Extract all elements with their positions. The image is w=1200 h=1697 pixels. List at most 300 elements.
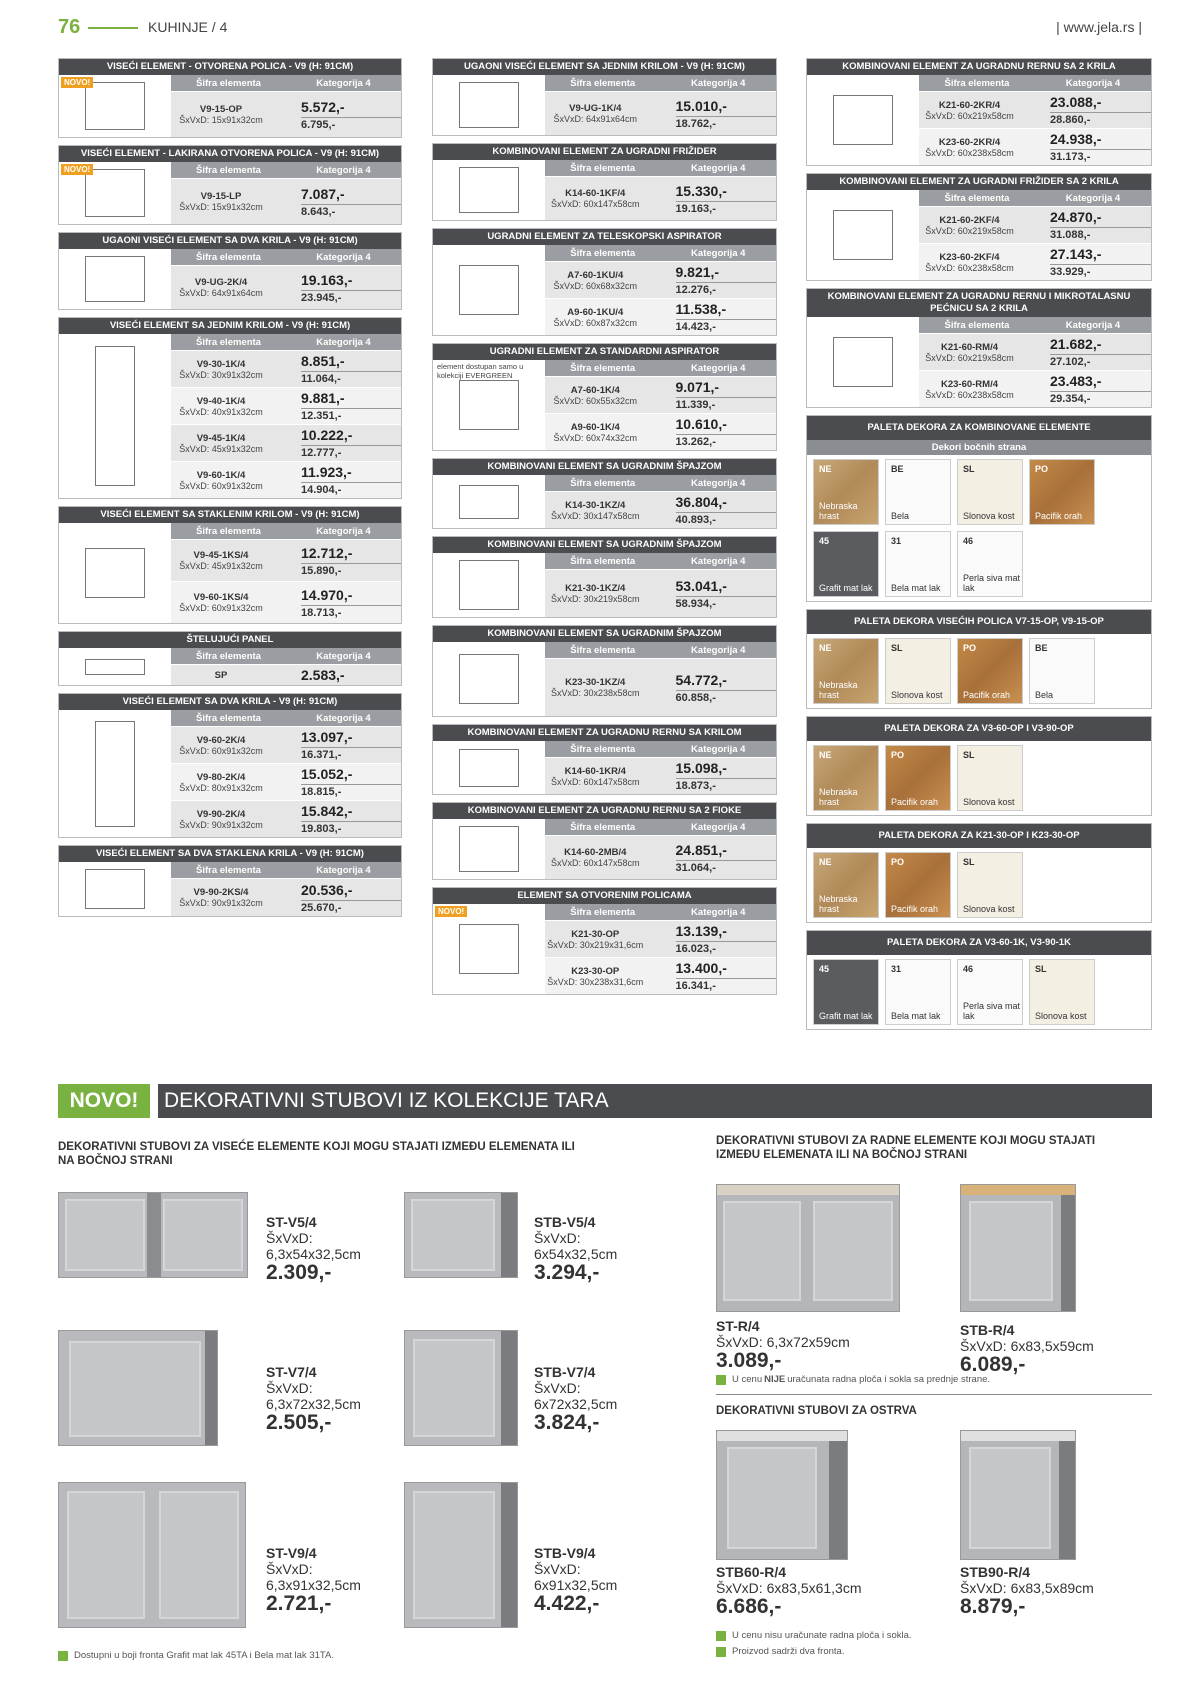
color-note — [58, 1650, 334, 1661]
decor-swatch — [957, 959, 1023, 1025]
price-table — [919, 190, 1151, 280]
element-dimensions: ŠxVxD: 60x147x58cm — [550, 776, 640, 787]
product-image — [433, 642, 545, 716]
price-header: Kategorija 4 — [691, 743, 746, 755]
cabinet-drawing — [85, 169, 145, 217]
post-dim: 6x91x32,5cm — [534, 1577, 618, 1593]
product-title: VISEĆI ELEMENT SA DVA STAKLENA KRILA - V9 (H: 91CM) — [59, 846, 401, 862]
product-block — [58, 145, 402, 225]
product-image — [433, 741, 545, 794]
divider — [716, 1394, 1152, 1395]
cabinet-drawing — [459, 749, 519, 787]
element-dimensions: ŠxVxD: 45x91x32cm — [179, 561, 263, 571]
product-body — [433, 245, 776, 335]
table-row — [171, 581, 401, 623]
price-header: Kategorija 4 — [691, 247, 746, 259]
element-code: A9-60-1KU/4 — [567, 306, 624, 318]
product-image — [59, 249, 171, 309]
price-table — [171, 862, 401, 916]
price-cell — [646, 958, 777, 994]
post-dim: 6,3x72x32,5cm — [266, 1396, 361, 1412]
post-price: 3.294,- — [534, 1261, 600, 1284]
product-image — [433, 819, 545, 879]
post-code: STB-V9/4 — [534, 1545, 596, 1561]
base-posts-heading: DEKORATIVNI STUBOVI ZA RADNE ELEMENTE KOJI MOGU STAJATI IZMEĐU ELEMENATA ILI NA BOČNOJ STRANI — [716, 1135, 1096, 1161]
price-cell — [646, 414, 777, 450]
decor-swatch — [813, 638, 879, 704]
cabinet-drawing — [459, 380, 519, 430]
product-body — [59, 648, 401, 685]
product-body — [433, 360, 776, 450]
price-header: Kategorija 4 — [691, 906, 746, 918]
product-image — [807, 190, 919, 280]
decor-swatch — [885, 745, 951, 811]
post-label-st-v9 — [266, 1545, 361, 1615]
code-header: Šifra elementa — [570, 477, 636, 489]
table-row — [545, 376, 776, 413]
rows — [171, 726, 401, 837]
product-block — [806, 58, 1152, 166]
element-code: K23-60-RM/4 — [940, 378, 999, 390]
code-cell — [171, 462, 271, 498]
product-body — [807, 75, 1151, 165]
swatch-name: Bela mat lak — [891, 583, 941, 593]
price-current: 54.772,- — [675, 671, 727, 688]
product-image — [59, 710, 171, 837]
product-body — [433, 160, 776, 220]
price-old: 16.341,- — [676, 978, 777, 992]
element-code: A7-60-1KU/4 — [567, 269, 624, 281]
price-current: 19.163,- — [301, 271, 353, 288]
element-dimensions: ŠxVxD: 60x219x58cm — [925, 352, 1014, 363]
code-cell — [545, 414, 646, 450]
base-label-stb-r — [960, 1322, 1094, 1376]
price-cell — [646, 177, 777, 220]
swatch-code: NE — [819, 643, 832, 653]
price-table — [545, 75, 776, 135]
swatch-code: SL — [963, 857, 975, 867]
table-header — [919, 190, 1151, 206]
table-row — [171, 800, 401, 837]
palette-title: PALETA DEKORA ZA V3-60-1K, V3-90-1K — [807, 931, 1151, 955]
rows — [545, 176, 776, 220]
price-old: 8.643,- — [301, 204, 401, 218]
base-dim: ŠxVxD: 6x83,5x61,3cm — [716, 1580, 862, 1596]
product-block — [58, 506, 402, 624]
product-body — [59, 862, 401, 916]
code-cell — [171, 92, 271, 137]
product-image — [59, 523, 171, 623]
price-header: Kategorija 4 — [691, 555, 746, 567]
wall-posts-heading: DEKORATIVNI STUBOVI ZA VISEĆE ELEMENTE KOJI MOGU STAJATI IZMEĐU ELEMENATA ILI NA BOČNOJ STRANI — [58, 1141, 575, 1167]
code-cell — [545, 377, 646, 413]
island-note-2 — [716, 1646, 844, 1657]
price-cell — [271, 582, 401, 623]
note-icon — [716, 1631, 726, 1641]
product-title: UGAONI VISEĆI ELEMENT SA JEDNIM KRILOM - V9 (H: 91CM) — [433, 59, 776, 75]
decor-swatch — [885, 638, 951, 704]
novo-badge: NOVO! — [58, 1084, 150, 1118]
element-dimensions: ŠxVxD: 60x238x58cm — [925, 389, 1014, 400]
price-cell — [646, 377, 777, 413]
price-cell — [271, 92, 401, 137]
column-1 — [58, 58, 402, 924]
price-old: 14.423,- — [676, 319, 777, 333]
price-cell — [271, 801, 401, 837]
product-body — [59, 249, 401, 309]
price-cell — [271, 727, 401, 763]
post-dim: 6,3x54x32,5cm — [266, 1246, 361, 1262]
price-old: 28.860,- — [1050, 112, 1151, 126]
product-title: KOMBINOVANI ELEMENT ZA UGRADNI FRIŽIDER SA 2 KRILA — [807, 174, 1151, 190]
price-cell — [1020, 207, 1151, 243]
element-code: K23-30-1KZ/4 — [565, 677, 626, 688]
price-old: 16.023,- — [676, 941, 777, 955]
palette-title: PALETA DEKORA VISEĆIH POLICA V7-15-OP, V9-15-OP — [807, 610, 1151, 634]
banner-title: DEKORATIVNI STUBOVI IZ KOLEKCIJE TARA — [158, 1084, 1152, 1118]
base-price: 3.089,- — [716, 1349, 782, 1372]
price-old: 16.371,- — [301, 747, 401, 761]
code-header: Šifra elementa — [570, 644, 636, 656]
price-table — [171, 162, 401, 224]
product-title: KOMBINOVANI ELEMENT SA UGRADNIM ŠPAJZOM — [433, 626, 776, 642]
post-price: 2.505,- — [266, 1411, 332, 1434]
price-old: 12.777,- — [301, 445, 401, 459]
price-table — [171, 334, 401, 498]
product-title: KOMBINOVANI ELEMENT SA UGRADNIM ŠPAJZOM — [433, 459, 776, 475]
element-code: V9-90-2K/4 — [196, 808, 246, 820]
table-row — [545, 176, 776, 220]
swatch-code: PO — [891, 750, 905, 760]
price-cell — [646, 921, 777, 957]
product-body — [59, 523, 401, 623]
swatch-name: Slonova kost — [963, 511, 1015, 521]
product-image — [59, 334, 171, 498]
table-header — [545, 160, 776, 176]
price-cell — [646, 492, 777, 528]
table-header — [171, 162, 401, 178]
swatch-name: Grafit mat lak — [819, 583, 873, 593]
code-cell — [919, 334, 1020, 370]
price-old: 29.354,- — [1050, 391, 1151, 405]
cabinet-drawing — [459, 82, 519, 128]
product-block — [432, 58, 777, 136]
product-block — [58, 693, 402, 838]
post-price: 2.721,- — [266, 1592, 332, 1615]
price-old: 18.873,- — [676, 778, 777, 792]
code-cell — [545, 177, 646, 220]
palette-block — [806, 716, 1152, 816]
page-number: 76 — [58, 16, 81, 38]
swatch-code: NE — [819, 464, 832, 474]
element-code: K21-30-OP — [571, 928, 620, 940]
price-current: 24.938,- — [1050, 131, 1102, 147]
product-body — [807, 317, 1151, 407]
price-table — [171, 648, 401, 685]
product-title: VISEĆI ELEMENT SA JEDNIM KRILOM - V9 (H: 91CM) — [59, 318, 401, 334]
product-block — [432, 458, 777, 529]
element-dimensions: ŠxVxD: 60x87x32cm — [553, 317, 638, 328]
swatch-name: Pacifik orah — [1035, 511, 1083, 521]
element-dimensions: ŠxVxD: 60x147x58cm — [550, 858, 640, 868]
table-header — [919, 75, 1151, 91]
price-header: Kategorija 4 — [1065, 77, 1121, 89]
cabinet-drawing — [459, 924, 519, 974]
table-row — [545, 298, 776, 335]
table-row — [171, 461, 401, 498]
post-label-stb-v5 — [534, 1214, 617, 1284]
base-code: STB90-R/4 — [960, 1564, 1031, 1580]
price-table — [545, 642, 776, 716]
rows — [171, 664, 401, 685]
product-body — [59, 334, 401, 498]
price-header: Kategorija 4 — [316, 712, 371, 724]
price-table — [545, 245, 776, 335]
decor-swatch — [813, 852, 879, 918]
post-dim: ŠxVxD: — [534, 1561, 581, 1577]
code-cell — [171, 179, 271, 224]
novo-tag: NOVO! — [61, 164, 93, 175]
element-code: V9-UG-1K/4 — [569, 103, 622, 114]
code-cell — [545, 570, 646, 617]
cabinet-drawing — [95, 346, 135, 486]
base-dim: ŠxVxD: 6x83,5x59cm — [960, 1338, 1094, 1354]
rows — [171, 350, 401, 498]
product-title: KOMBINOVANI ELEMENT ZA UGRADNU RERNU I MIKROTALASNU PEĆNICU SA 2 KRILA — [807, 289, 1151, 317]
price-old: 19.803,- — [301, 821, 401, 835]
column-3 — [806, 58, 1152, 1037]
price-old: 31.173,- — [1050, 149, 1151, 163]
table-row — [171, 763, 401, 800]
element-dimensions: ŠxVxD: 60x219x58cm — [925, 110, 1014, 121]
swatch-code: 45 — [819, 964, 830, 974]
base-code: STB60-R/4 — [716, 1564, 787, 1580]
product-block — [432, 724, 777, 795]
price-header: Kategorija 4 — [691, 362, 746, 374]
price-current: 7.087,- — [301, 185, 345, 202]
table-header — [171, 862, 401, 878]
table-row — [545, 491, 776, 528]
element-dimensions: ŠxVxD: 60x147x58cm — [550, 199, 640, 209]
element-dimensions: ŠxVxD: 15x91x32cm — [179, 202, 263, 212]
post-code: ST-V7/4 — [266, 1364, 317, 1380]
element-dimensions: ŠxVxD: 60x74x32cm — [553, 432, 638, 443]
product-body — [433, 642, 776, 716]
table-header — [545, 819, 776, 835]
swatch-name: Slonova kost — [963, 904, 1015, 914]
element-code: V9-80-2K/4 — [196, 771, 246, 783]
element-code: V9-15-LP — [200, 191, 242, 202]
product-title: VISEĆI ELEMENT - OTVORENA POLICA - V9 (H: 91CM) — [59, 59, 401, 75]
product-image — [59, 648, 171, 685]
island-posts-heading: DEKORATIVNI STUBOVI ZA OSTRVA — [716, 1405, 917, 1417]
price-cell — [646, 758, 777, 794]
price-cell — [646, 836, 777, 879]
code-header: Šifra elementa — [196, 525, 261, 537]
price-table — [545, 475, 776, 528]
product-body — [433, 553, 776, 617]
rows — [171, 539, 401, 623]
post-label-st-v7 — [266, 1364, 361, 1434]
price-current: 5.572,- — [301, 98, 345, 115]
price-current: 27.143,- — [1050, 246, 1102, 262]
page-header — [58, 16, 1142, 40]
price-table — [919, 75, 1151, 165]
product-block — [806, 173, 1152, 281]
table-header — [545, 475, 776, 491]
table-row — [171, 178, 401, 224]
post-image-stb-v9 — [404, 1482, 518, 1628]
palette-title: PALETA DEKORA ZA KOMBINOVANE ELEMENTE — [807, 416, 1151, 440]
product-block — [432, 228, 777, 336]
price-current: 11.538,- — [675, 301, 727, 317]
note-text: U cenu nisu uračunate radna ploča i sokla. — [732, 1630, 912, 1641]
decor-swatch — [813, 959, 879, 1025]
swatch-name: Pacifik orah — [963, 690, 1011, 700]
base-image-stb-r — [960, 1184, 1076, 1312]
code-cell — [919, 244, 1020, 280]
swatch-name: Bela — [1035, 690, 1054, 700]
price-table — [171, 249, 401, 309]
decor-swatch — [957, 745, 1023, 811]
product-block — [58, 58, 402, 138]
cabinet-drawing — [459, 167, 519, 213]
product-block — [432, 143, 777, 221]
code-cell — [171, 665, 271, 685]
price-table — [545, 553, 776, 617]
swatch-code: NE — [819, 750, 832, 760]
element-dimensions: ŠxVxD: 64x91x64cm — [553, 114, 638, 124]
base-code: ST-R/4 — [716, 1318, 760, 1334]
element-code: V9-40-1K/4 — [196, 395, 246, 407]
element-dimensions: ŠxVxD: 60x55x32cm — [553, 395, 638, 406]
product-image — [433, 475, 545, 528]
element-code: A7-60-1K/4 — [570, 384, 620, 396]
code-cell — [545, 921, 646, 957]
code-header: Šifra elementa — [570, 906, 636, 918]
product-block — [806, 288, 1152, 408]
note-icon — [716, 1647, 726, 1657]
product-image — [59, 75, 171, 137]
table-header — [171, 249, 401, 265]
product-title: KOMBINOVANI ELEMENT ZA UGRADNU RERNU SA 2 FIOKE — [433, 803, 776, 819]
code-cell — [919, 371, 1020, 407]
price-old: 6.795,- — [301, 117, 401, 131]
website-link[interactable]: | www.jela.rs | — [1056, 19, 1142, 35]
price-old: 40.893,- — [676, 512, 777, 526]
product-title: KOMBINOVANI ELEMENT ZA UGRADNI FRIŽIDER — [433, 144, 776, 160]
product-title: UGRADNI ELEMENT ZA STANDARDNI ASPIRATOR — [433, 344, 776, 360]
element-code: V9-45-1K/4 — [196, 432, 246, 444]
price-old: 27.102,- — [1050, 354, 1151, 368]
price-current: 53.041,- — [675, 577, 727, 594]
table-row — [171, 726, 401, 763]
note-emphasis: NIJE — [764, 1374, 786, 1385]
code-cell — [171, 801, 271, 837]
code-cell — [171, 582, 271, 623]
price-cell — [646, 92, 777, 135]
price-current: 24.870,- — [1050, 209, 1102, 225]
table-row — [171, 350, 401, 387]
price-current: 9.071,- — [675, 379, 720, 395]
code-header: Šifra elementa — [570, 555, 636, 567]
price-cell — [1020, 129, 1151, 165]
price-current: 9.881,- — [301, 390, 345, 406]
table-row — [919, 333, 1151, 370]
category-label: KUHINJE / 4 — [148, 19, 228, 35]
table-row — [919, 206, 1151, 243]
price-old: 19.163,- — [676, 201, 777, 215]
product-image — [433, 75, 545, 135]
price-current: 8.851,- — [301, 353, 345, 369]
code-header: Šifra elementa — [196, 336, 261, 348]
rows — [545, 920, 776, 994]
price-old: 60.858,- — [676, 690, 777, 704]
column-2 — [432, 58, 777, 1002]
product-image — [807, 317, 919, 407]
note-icon — [58, 1651, 68, 1661]
price-current: 15.098,- — [675, 760, 727, 776]
table-row — [545, 835, 776, 879]
element-code: K21-60-2KR/4 — [938, 99, 1001, 111]
code-cell — [545, 836, 646, 879]
countertop-note — [716, 1374, 990, 1385]
element-code: K21-60-2KF/4 — [939, 214, 1000, 226]
element-code: V9-45-1KS/4 — [193, 550, 249, 561]
base-price: 6.686,- — [716, 1595, 782, 1618]
price-current: 15.842,- — [301, 803, 353, 819]
cabinet-drawing — [85, 256, 145, 302]
price-old: 12.351,- — [301, 408, 401, 422]
rows — [545, 835, 776, 879]
cabinet-drawing — [459, 654, 519, 704]
table-header — [171, 648, 401, 664]
table-row — [919, 370, 1151, 407]
decor-swatch — [1029, 959, 1095, 1025]
price-current: 10.222,- — [301, 427, 353, 443]
element-dimensions: ŠxVxD: 15x91x32cm — [179, 115, 263, 125]
code-header: Šifra elementa — [196, 164, 261, 176]
price-current: 13.139,- — [675, 923, 727, 939]
price-cell — [271, 425, 401, 461]
price-old: 18.762,- — [676, 116, 777, 130]
swatch-name: Slonova kost — [891, 690, 943, 700]
rows — [545, 261, 776, 335]
base-dim: ŠxVxD: 6,3x72x59cm — [716, 1334, 850, 1350]
price-old: 14.904,- — [301, 482, 401, 496]
price-current: 15.010,- — [675, 97, 727, 114]
price-current: 9.821,- — [675, 264, 720, 280]
cabinet-drawing — [459, 560, 519, 610]
code-header: Šifra elementa — [196, 712, 261, 724]
element-code: A9-60-1K/4 — [570, 421, 620, 433]
post-dim: ŠxVxD: — [266, 1380, 313, 1396]
code-cell — [545, 92, 646, 135]
decor-swatch — [957, 852, 1023, 918]
swatch-code: SL — [963, 464, 975, 474]
code-header: Šifra elementa — [196, 77, 261, 89]
palette-title: PALETA DEKORA ZA K21-30-OP I K23-30-OP — [807, 824, 1151, 848]
product-title: VISEĆI ELEMENT - LAKIRANA OTVORENA POLICA - V9 (H: 91CM) — [59, 146, 401, 162]
decor-swatch — [957, 638, 1023, 704]
product-block — [432, 802, 777, 880]
palette-block — [806, 930, 1152, 1030]
element-dimensions: ŠxVxD: 60x238x58cm — [925, 147, 1014, 158]
price-header: Kategorija 4 — [691, 821, 746, 833]
post-price: 4.422,- — [534, 1592, 600, 1615]
price-current: 20.536,- — [301, 881, 353, 898]
element-code: K23-60-2KF/4 — [939, 251, 1000, 263]
